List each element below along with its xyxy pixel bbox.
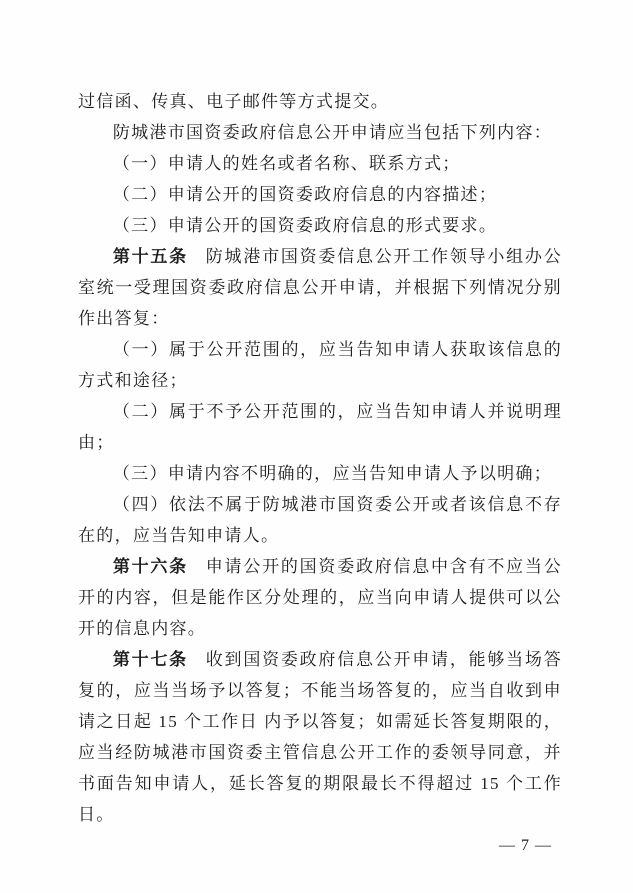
paragraph-text: （二）属于不予公开范围的，应当告知申请人并说明理由；: [78, 402, 562, 452]
list-item: [78, 210, 562, 241]
paragraph-text: （四）依法不属于防城港市国资委公开或者该信息不存在的，应当告知申请人。: [78, 495, 562, 545]
article-paragraph: [78, 644, 562, 830]
list-item: [78, 334, 562, 396]
paragraph-text: （一）申请人的姓名或者名称、联系方式；: [112, 154, 461, 173]
article-number: 第十七条: [112, 650, 188, 669]
paragraph-text: （三）申请公开的国资委政府信息的形式要求。: [112, 216, 498, 235]
article-number: 第十五条: [112, 247, 188, 266]
list-item: [78, 396, 562, 458]
page-number: — 7 —: [499, 837, 552, 854]
paragraph-text: （三）申请内容不明确的，应当告知申请人予以明确；: [112, 464, 553, 483]
paragraph: [78, 86, 562, 117]
article-paragraph: [78, 551, 562, 644]
paragraph: [78, 117, 562, 148]
document-body: [78, 86, 562, 861]
paragraph-text: （一）属于公开范围的，应当告知申请人获取该信息的方式和途径；: [78, 340, 562, 390]
list-item: [78, 458, 562, 489]
list-item: [78, 489, 562, 551]
list-item: [78, 148, 562, 179]
paragraph-text: 防城港市国资委政府信息公开申请应当包括下列内容：: [112, 123, 553, 142]
paragraph-text: 防城港市国资委信息公开工作领导小组办公室统一受理国资委政府信息公开申请，并根据下列情况分别作出答复：: [78, 247, 562, 328]
article-paragraph: [78, 241, 562, 334]
paragraph-text: （二）申请公开的国资委政府信息的内容描述；: [112, 185, 498, 204]
article-number: 第十六条: [112, 557, 188, 576]
paragraph-text: 过信函、传真、电子邮件等方式提交。: [78, 92, 390, 111]
list-item: [78, 179, 562, 210]
paragraph-text: 收到国资委政府信息公开申请，能够当场答复的，应当当场予以答复；不能当场答复的，应当自收到申请之日起 15 个工作日 内予以答复；如需延长答复期限的，应当经防城港市国资委主管信息公开工作的委领导同意，并书面告知申请人，延长答复的期限最长不得超过 15 个工作日。: [78, 650, 562, 824]
paragraph-text: 申请公开的国资委政府信息中含有不应当公开的内容，但是能作区分处理的，应当向申请人提供可以公开的信息内容。: [78, 557, 562, 638]
